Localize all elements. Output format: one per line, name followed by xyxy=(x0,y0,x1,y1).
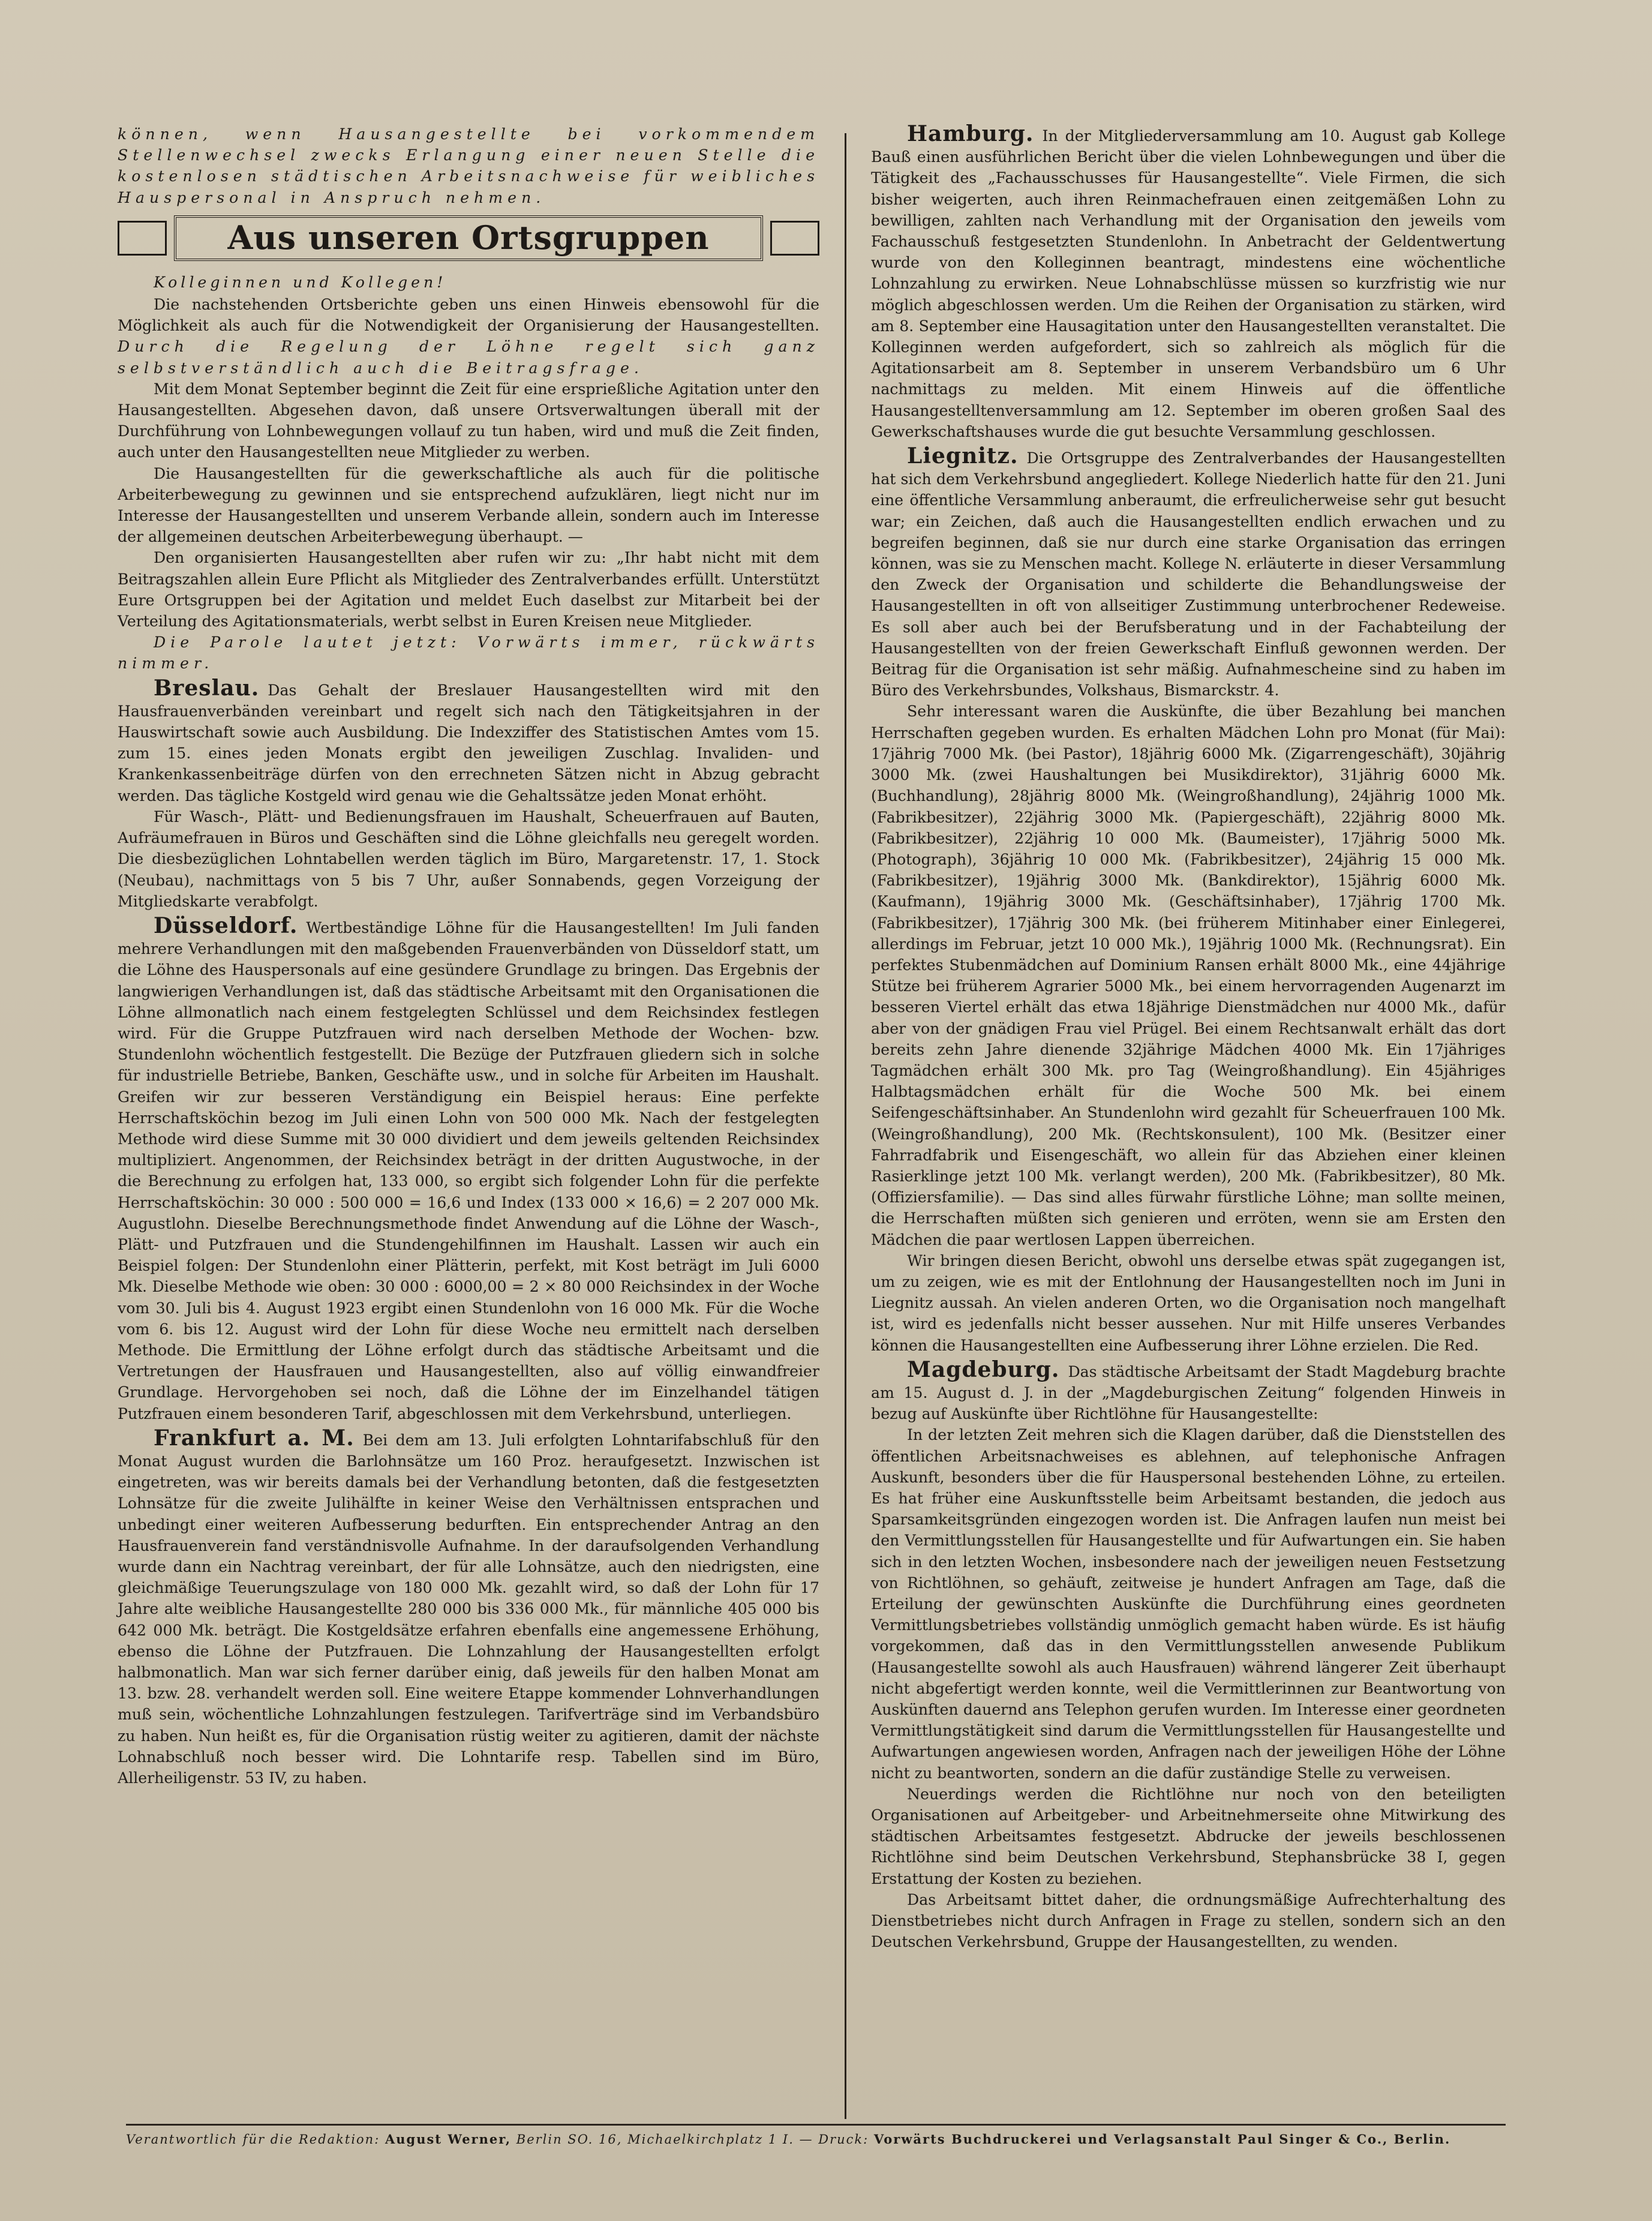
paragraph-text: Die nachstehenden Ortsberichte geben uns einen Hinweis ebensowohl für die Möglichkeit als auch für die Notwendigkeit der Organisierung der Hausangestellten. xyxy=(118,296,819,335)
report-breslau xyxy=(118,675,819,806)
imprint-footer xyxy=(126,2124,1506,2147)
emphasis-text: Durch die Regelung der Löhne regelt sich ganz selbstverständlich auch die Beitragsfrage. xyxy=(118,338,819,377)
paragraph xyxy=(118,294,819,379)
paragraph: Mit dem Monat September beginnt die Zeit für eine ersprießliche Agitation unter den Hausangestellten. Abgesehen davon, daß unsere Ortsverwaltungen überall mit der Durchführung von Lohnbewegungen vollauf zu tun haben, wird und muß die Zeit finden, auch unter den Hausangestellten neue Mitglieder zu werben. xyxy=(118,380,819,461)
paragraph-text: Wertbeständige Löhne für die Hausangestellten! Im Juli fanden mehrere Verhandlungen mit den maßgebenden Frauenverbänden von Düsseldorf statt, um die Löhne des Hauspersonals auf eine gesündere Grundlage zu bringen. Das Ergebnis der langwierigen Verhandlungen ist, daß das städtische Arbeitsamt mit den Organisationen die Löhne allmonatlich nach einem festgelegten Schlüssel und dem Reichsindex festlegen wird. Für die Gruppe Putzfrauen wird nach derselben Methode der Wochen- bzw. Stundenlohn wöchentlich festgestellt. Die Bezüge der Putzfrauen gliedern sich in solche für industrielle Betriebe, Banken, Geschäfte usw., und in solche für Arbeiten im Haushalt. Greifen wir zur besseren Verständigung ein Beispiel heraus: Eine perfekte Herrschaftsköchin bezog im Juli einen Lohn von 500 000 Mk. Nach der festgelegten Methode wird diese Summe mit 30 000 dividiert und dem jeweils geltenden Reichsindex multipliziert. Angenommen, der Reichsindex beträgt in der dritten Augustwoche, in der die Berechnung zu erfolgen hat, 133 000, so ergibt sich folgender Lohn für die perfekte Herrschaftsköchin: 30 000 : 500 000 = 16,6 und Index (133 000 × 16,6) = 2 207 000 Mk. Augustlohn. Dieselbe Berechnungsmethode findet Anwendung auf die Löhne der Wasch-, Plätt- und Putzfrauen und die Stundengehilfinnen im Haushalt. Lassen wir auch ein Beispiel folgen: Der Stundenlohn einer Plätterin, perfekt, mit Kost beträgt im Juli 6000 Mk. Dieselbe Methode wie oben: 30 000 : 6000,00 = 2 × 80 000 Reichsindex in der Woche vom 30. Juli bis 4. August 1923 ergibt einen Stundenlohn von 16 000 Mk. Für die Woche vom 6. bis 12. August wird der Lohn für diese Woche neu ermittelt nach derselben Methode. Die Ermittlung der Löhne erfolgt durch das städtische Arbeitsamt und die Vertretungen der Hausfrauen und Hausangestellten, also auf völlig einwandfreier Grundlage. Hervorgehoben sei noch, daß die Löhne der im Einzelhandel tätigen Putzfrauen einem besonderen Tarif, abgeschlossen mit dem Verkehrsbund, unterliegen. xyxy=(118,919,819,1422)
paragraph: Für Wasch-, Plätt- und Bedienungsfrauen im Haushalt, Scheuerfrauen auf Bauten, Aufräumefrauen in Büros und Geschäften sind die Löhne gleichfalls neu geregelt worden. Die diesbezüglichen Lohntabellen werden täglich im Büro, Margaretenstr. 17, 1. Stock (Neubau), nachmittags von 5 bis 7 Uhr, außer Sonnabends, gegen Vorzeigung der Mitgliedskarte verabfolgt. xyxy=(118,808,819,910)
report-liegnitz xyxy=(871,443,1506,701)
header-ornament-left xyxy=(118,221,167,256)
report-magdeburg xyxy=(871,1356,1506,1425)
section-header xyxy=(118,214,819,262)
paragraph-text: Die Ortsgruppe des Zentralverbandes der Hausangestellten hat sich dem Verkehrsbund angegliedert. Kollege Niederlich hatte für den 21. Juni eine öffentliche Versammlung anberaumt, die erfreulicherweise sehr gut besucht war; ein Zeichen, daß auch die Hausangestellten endlich erwachen und zu begreifen beginnen, daß sie nur durch eine starke Organisation das erringen können, was sie zu Menschen macht. Kollege N. erläuterte in dieser Versammlung den Zweck der Organisation und schilderte die Behandlungsweise der Hausangestellten in oft von allseitiger Zustimmung unterbrochener Redeweise. Es soll aber auch bei der Berufsberatung und in der Fachabteilung der Hausangestellten von der freien Gewerkschaft Einfluß gewonnen werden. Der Beitrag für die Organisation ist sehr mäßig. Aufnahmescheine sind zu haben im Büro des Verkehrsbundes, Volkshaus, Bismarckstr. 4. xyxy=(871,449,1506,700)
report-duesseldorf xyxy=(118,913,819,1424)
report-frankfurt xyxy=(118,1425,820,1788)
paragraph: In der letzten Zeit mehren sich die Klagen darüber, daß die Dienststellen des öffentlichen Arbeitsnachweises es ablehnen, auf telephonische Anfragen Auskunft, besonders über die für Hauspersonal bestehenden Löhne, zu erteilen. Es hat früher eine Auskunftsstelle beim Arbeitsamt bestanden, die jedoch aus Sparsamkeitsgründen eingezogen worden ist. Die Anfragen laufen nun meist bei den Vermittlungsstellen für Hausangestellte und für Aufwartungen ein. Sie haben sich in den letzten Wochen, insbesondere nach der jeweiligen neuen Festsetzung von Richtlöhnen, so gehäuft, zeitweise je hundert Anfragen am Tage, daß die Erteilung der gewünschten Auskünfte die Durchführung eines geordneten Vermittlungsbetriebes vollständig unmöglich gemacht haben würde. Es ist häufig vorgekommen, daß das in den Vermittlungsstellen anwesende Publikum (Hausangestellte sowohl als auch Hausfrauen) während längerer Zeit überhaupt nicht abgefertigt werden konnte, weil die Vermittlerinnen zur Beantwortung von Auskünften dauernd ans Telephon gerufen wurden. Im Interesse einer geordneten Vermittlungstätigkeit sind darum die Vermittlungsstellen für Hausangestellte und Aufwartungen angewiesen worden, Anfragen nach der jeweiligen Höhe der Löhne nicht zu beantworten, sondern an die dafür zuständige Stelle zu verweisen. xyxy=(871,1426,1506,1782)
paragraph: Sehr interessant waren die Auskünfte, die über Bezahlung bei manchen Herrschaften gegeben wurden. Es erhalten Mädchen Lohn pro Monat (für Mai): 17jährig 7000 Mk. (bei Pastor), 18jährig 6000 Mk. (Zigarrengeschäft), 30jährig 3000 Mk. (zwei Haushaltungen bei Musikdirektor), 31jährig 6000 Mk. (Buchhandlung), 28jährig 8000 Mk. (Weingroßhandlung), 24jährig 1000 Mk. (Fabrikbesitzer), 22jährig 3000 Mk. (Papiergeschäft), 22jährig 8000 Mk. (Fabrikbesitzer), 22jährig 10 000 Mk. (Baumeister), 17jährig 5000 Mk. (Photograph), 36jährig 10 000 Mk. (Fabrikbesitzer), 24jährig 15 000 Mk. (Fabrikbesitzer), 19jährig 3000 Mk. (Bankdirektor), 15jährig 6000 Mk. (Kaufmann), 19jährig 3000 Mk. (Geschäftsinhaber), 17jährig 1700 Mk. (Fabrikbesitzer), 17jährig 300 Mk. (bei früherem Mitinhaber einer Einlegerei, allerdings im Februar, jetzt 10 000 Mk.), 19jährig 1000 Mk. (Rechnungsrat). Ein perfektes Stubenmädchen auf Dominium Ransen erhält 8000 Mk., eine 44jährige Stütze bei früherem Agrarier 5000 Mk., bei einem hervorragenden Augenarzt im besseren Viertel erhält das etwa 18jährige Dienstmädchen nur 4000 Mk., dafür aber von der gnädigen Frau viel Prügel. Bei einem Rechtsanwalt erhält das dort bereits zehn Jahre dienende 32jährige Mädchen 4000 Mk. Ein 17jähriges Tagmädchen erhält 300 Mk. pro Tag (Weingroßhandlung). Ein 45jähriges Halbtagsmädchen erhält für die Woche 500 Mk. bei einem Seifengeschäftsinhaber. An Stundenlohn wird gezahlt für Scheuerfrauen 100 Mk. (Weingroßhandlung), 200 Mk. (Rechtskonsulent), 100 Mk. (Besitzer einer Fahrradfabrik und Eisengeschäft, wo allein für das Abziehen einer kleinen Rasierklinge jetzt 100 Mk. verlangt werden), 200 Mk. (Fabrikbesitzer), 80 Mk. (Offiziersfamilie). — Das sind alles fürwahr fürstliche Löhne; man sollte meinen, die Herrschaften müßten sich genieren und erröten, wenn sie am Ersten den Mädchen die paar wertlosen Lappen überreichen. xyxy=(871,703,1506,1248)
paragraph: Die Hausangestellten für die gewerkschaftliche als auch für die politische Arbeiterbewegung zu gewinnen und sie entsprechend aufzuklären, liegt nicht nur im Interesse der Hausangestellten und unserem Verbande allein, sondern auch im Interesse der allgemeinen deutschen Arbeiterbewegung überhaupt. — xyxy=(118,464,819,546)
paragraph-text: Bei dem am 13. Juli erfolgten Lohntarifabschluß für den Monat August wurden die Barlohnsätze um 160 Proz. heraufgesetzt. Inzwischen ist eingetreten, was wir bereits damals bei der Verhandlung betonten, daß die festgesetzten Lohnsätze für die zweite Julihälfte in keiner Weise den Verhältnissen entsprachen und unbedingt einer weiteren Aufbesserung bedurften. Ein entsprechender Antrag an den Hausfrauenverein fand verständnisvolle Aufnahme. In der daraufsolgenden Verhandlung wurde dann ein Nachtrag vereinbart, der für alle Lohnsätze, auch den niedrigsten, eine gleichmäßige Teuerungszulage von 180 000 Mk. gezahlt wird, so daß der Lohn für 17 Jahre alte weibliche Hausangestellte 280 000 bis 336 000 Mk., für männliche 405 000 bis 642 000 Mk. beträgt. Die Kostgeldsätze erfahren ebenfalls eine angemessene Erhöhung, ebenso die Löhne der Putzfrauen. Die Lohnzahlung der Hausangestellten erfolgt halbmonatlich. Man war sich ferner darüber einig, daß jeweils für den halben Monat am 13. bzw. 28. verhandelt werden soll. Eine weitere Etappe kommender Lohnverhandlungen muß sein, wöchentliche Lohnzahlungen festzulegen. Tarifverträge sind im Verbandsbüro zu haben. Nun heißt es, für die Organisation rüstig weiter zu agitieren, damit der nächste Lohnabschluß noch besser wird. Die Lohntarife resp. Tabellen sind im Büro, Allerheiligenstr. 53 IV, zu haben. xyxy=(118,1431,820,1787)
city-heading: Breslau. xyxy=(154,675,260,701)
signature: Die Red. xyxy=(1413,1336,1479,1354)
footer-prefix: Verantwortlich für die Redaktion: xyxy=(126,2132,380,2147)
paragraph-text: Das städtische Arbeitsamt der Stadt Magdeburg brachte am 15. August d. J. in der „Magdeburgischen Zeitung“ folgenden Hinweis in bezug auf Auskünfte über Richtlöhne für Hausangestellte: xyxy=(871,1362,1506,1423)
right-column xyxy=(871,121,1506,1952)
footer-printer: Vorwärts Buchdruckerei und Verlagsanstalt Paul Singer & Co., Berlin. xyxy=(873,2132,1451,2147)
report-hamburg xyxy=(871,121,1506,442)
paragraph: Den organisierten Hausangestellten aber rufen wir zu: „Ihr habt nicht mit dem Beitragszahlen allein Eure Pflicht als Mitglieder des Zentralverbandes erfüllt. Unterstützt Eure Ortsgruppen bei der Agitation und meldet Euch daselbst zur Mitarbeit bei der Verteilung des Agitationsmaterials, werbt selbst in Euren Kreisen neue Mitglieder. xyxy=(118,549,819,631)
intro-text: können, wenn Hausangestellte bei vorkommendem Stellenwechsel zwecks Erlangung einer neuen Stelle die kostenlosen städtischen Arbeitsnachweise für weibliches Hauspersonal in Anspruch nehmen. xyxy=(118,125,819,206)
city-heading: Liegnitz. xyxy=(907,443,1019,469)
paragraph xyxy=(871,1250,1506,1356)
salutation: Kolleginnen und Kollegen! xyxy=(154,273,447,291)
paragraph-text: Das Gehalt der Breslauer Hausangestellten wird mit den Hausfrauenverbänden vereinbart und regelt sich nach den Tätigkeitsjahren in der Hauswirtschaft sowie auch Ausbildung. Die Indexziffer des Statistischen Amtes vom 15. zum 15. eines jeden Monats ergibt den jeweiligen Zuschlag. Invaliden- und Krankenkassenbeiträge dürfen von den errechneten Sätzen nicht in Abzug gebracht werden. Das tägliche Kostgeld wird genau wie die Gehaltssätze jeden Monat erhöht. xyxy=(118,681,819,805)
left-column xyxy=(118,124,819,1788)
city-heading: Düsseldorf. xyxy=(154,913,298,938)
slogan: Die Parole lautet jetzt: Vorwärts immer, rückwärts nimmer. xyxy=(118,634,819,673)
footer-address: Berlin SO. 16, Michaelkirchplatz 1 I. — Druck: xyxy=(516,2132,869,2147)
city-heading: Magdeburg. xyxy=(907,1356,1060,1382)
column-divider xyxy=(845,133,846,2119)
paragraph-text: In der Mitgliederversammlung am 10. August gab Kollege Bauß einen ausführlichen Bericht über die vielen Lohnbewegungen und über die Tätigkeit des „Fachausschusses für Hausangestellte“. Viele Firmen, die sich bisher weigerten, auch ihren Reinmachefrauen einen zeitgemäßen Lohn zu bewilligen, zahlten nach Verhandlung mit der Organisation den jeweils vom Fachausschuß festgesetzten Stundenlohn. In Anbetracht der Geldentwertung wurde von den Kolleginnen beantragt, mindestens eine wöchentliche Lohnzahlung zu erwirken. Neue Lohnabschlüsse müssen so kurzfristig wie nur möglich abgeschlossen werden. Um die Reihen der Organisation zu stärken, wird am 8. September eine Hausagitation unter den Hausangestellten veranstaltet. Die Kolleginnen werden aufgefordert, sich so zahlreich als möglich für die Agitationsarbeit am 8. September in unserem Verbandsbüro um 6 Uhr nachmittags zu melden. Mit einem Hinweis auf die öffentliche Hausangestelltenversammlung am 12. September im oberen großen Saal des Gewerkschaftshauses wurde die gut besuchte Versammlung geschlossen. xyxy=(871,127,1506,440)
city-heading: Frankfurt a. M. xyxy=(154,1425,355,1451)
paragraph: Neuerdings werden die Richtlöhne nur noch von den beteiligten Organisationen auf Arbeitgeber- und Arbeitnehmerseite ohne Mitwirkung des städtischen Arbeitsamtes festgesetzt. Abdrucke der jeweils beschlossenen Richtlöhne sind beim Deutschen Verkehrsbund, Stephansbrücke 38 I, gegen Erstattung der Kosten zu beziehen. xyxy=(871,1785,1506,1887)
paragraph-text: Wir bringen diesen Bericht, obwohl uns derselbe etwas spät zugegangen ist, um zu zeigen, wie es mit der Entlohnung der Hausangestellten noch im Juni in Liegnitz aussah. An vielen anderen Orten, wo die Organisation noch mangelhaft ist, wird es jedenfalls nicht besser aussehen. Nur mit Hilfe unseres Verbandes können die Hausangestellten eine Aufbesserung ihrer Löhne erzielen. xyxy=(871,1251,1506,1354)
header-ornament-right xyxy=(770,221,819,256)
section-title: Aus unseren Ortsgruppen xyxy=(174,215,763,261)
paragraph: Das Arbeitsamt bittet daher, die ordnungsmäßige Aufrechterhaltung des Dienstbetriebes nicht durch Anfragen in Frage zu stellen, sondern sich an den Deutschen Verkehrsbund, Gruppe der Hausangestellten, zu wenden. xyxy=(871,1890,1506,1951)
city-heading: Hamburg. xyxy=(907,121,1034,146)
footer-editor: August Werner, xyxy=(385,2132,512,2147)
